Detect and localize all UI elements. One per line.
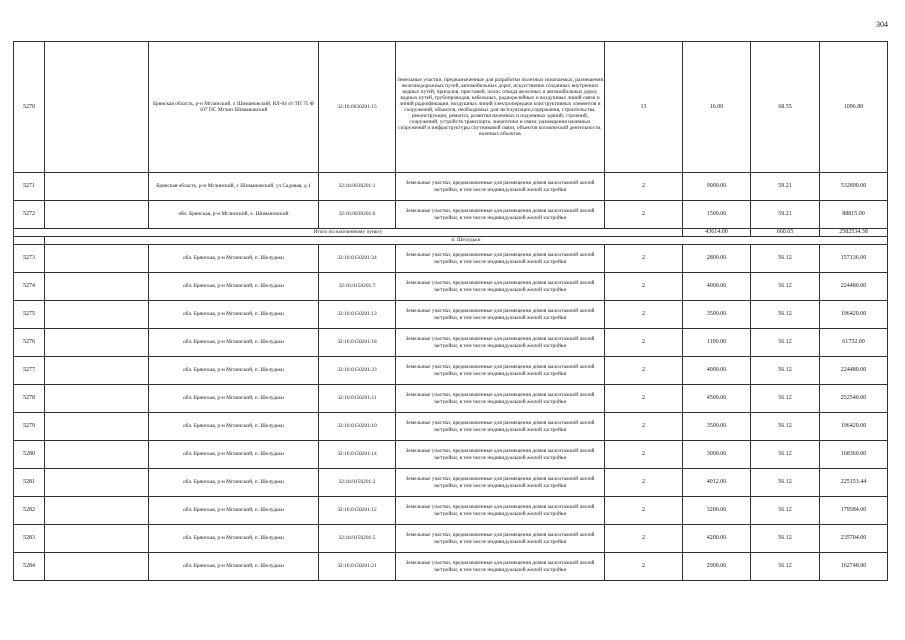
blank-cell: [45, 357, 149, 385]
address-cell: Брянская область, р-н Мглинский, х Шимановский, ВЛ-04 от ТП 75 Ф 107 ПС Мглин Шимановский: [149, 42, 319, 173]
rate-cell: 56.12: [751, 469, 820, 497]
address-cell: обл. Брянская, р-н Мглинский, п. Шелудьки: [149, 273, 319, 301]
record-number-cell: 5272: [14, 201, 45, 229]
rate-cell: 56.12: [751, 497, 820, 525]
subtotal-value-cell: 2582534.38: [820, 229, 888, 237]
table-row: [14, 441, 888, 469]
cadastral-number-cell: 32:16:0150201:5: [319, 525, 396, 553]
blank-cell: [45, 385, 149, 413]
rate-cell: 56.12: [751, 245, 820, 273]
cadastral-number-cell: 32:16:0030201:15: [319, 42, 396, 173]
permitted-use-cell: Земельные участки, предназначенные для размещения домов малоэтажной жилой застройки, в том числе индивидуальной жилой застройки: [396, 201, 605, 229]
address-cell: обл. Брянская, р-н Мглинский, п. Шелудьки: [149, 385, 319, 413]
cadastral-number-cell: 32:16:0150201:2: [319, 469, 396, 497]
record-number-cell: 5284: [14, 553, 45, 581]
cadastral-number-cell: 32:16:0150201:7: [319, 273, 396, 301]
permitted-use-cell: Земельные участки, предназначенные для размещения домов малоэтажной жилой застройки, в том числе индивидуальной жилой застройки: [396, 245, 605, 273]
table-row: [14, 469, 888, 497]
subtotal-rate-cell: 660.65: [751, 229, 820, 237]
rate-cell: 56.12: [751, 385, 820, 413]
cadastral-number-cell: 32:16:0150201:12: [319, 497, 396, 525]
cadastral-number-cell: 32:16:0150201:24: [319, 245, 396, 273]
record-number-cell: 5275: [14, 301, 45, 329]
rate-cell: 56.12: [751, 329, 820, 357]
table-row: [14, 173, 888, 201]
blank-cell: [45, 42, 149, 173]
table-row: [14, 273, 888, 301]
permitted-use-cell: Земельные участки, предназначенные для размещения домов малоэтажной жилой застройки, в том числе индивидуальной жилой застройки: [396, 385, 605, 413]
table-row: [14, 357, 888, 385]
blank-cell: [45, 469, 149, 497]
area-cell: 1500.00: [683, 201, 751, 229]
blank-cell: [14, 237, 45, 245]
blank-cell: [45, 497, 149, 525]
table-row: [14, 301, 888, 329]
subtotal-area-cell: 43614.00: [683, 229, 751, 237]
rate-cell: 56.12: [751, 525, 820, 553]
permitted-use-cell: Земельные участки, предназначенные для размещения домов малоэтажной жилой застройки, в том числе индивидуальной жилой застройки: [396, 441, 605, 469]
cadastral-value-cell: 168360.00: [820, 441, 888, 469]
rate-cell: 56.12: [751, 273, 820, 301]
table-row: [14, 245, 888, 273]
area-cell: 4200.00: [683, 525, 751, 553]
category-code-cell: 2: [605, 413, 683, 441]
cadastral-value-cell: 224480.00: [820, 273, 888, 301]
cadastral-value-cell: 235704.00: [820, 525, 888, 553]
cadastral-value-cell: 196420.00: [820, 301, 888, 329]
record-number-cell: 5282: [14, 497, 45, 525]
cadastral-value-cell: 196420.00: [820, 413, 888, 441]
record-number-cell: 5278: [14, 385, 45, 413]
address-cell: обл. Брянская, р-н Мглинский, х. Шимановский: [149, 201, 319, 229]
address-cell: обл. Брянская, р-н Мглинский, п. Шелудьки: [149, 301, 319, 329]
cadastral-number-cell: 32:16:0150201:23: [319, 357, 396, 385]
permitted-use-cell: Земельные участки, предназначенные для размещения домов малоэтажной жилой застройки, в том числе индивидуальной жилой застройки: [396, 273, 605, 301]
area-cell: 4012.00: [683, 469, 751, 497]
table-row: [14, 413, 888, 441]
record-number-cell: 5273: [14, 245, 45, 273]
address-cell: обл. Брянская, р-н Мглинский, п. Шелудьки: [149, 553, 319, 581]
land-register-table: [13, 41, 888, 581]
area-cell: 4000.00: [683, 273, 751, 301]
rate-cell: 56.12: [751, 553, 820, 581]
cadastral-value-cell: 225153.44: [820, 469, 888, 497]
record-number-cell: 5283: [14, 525, 45, 553]
register-body: [14, 42, 888, 581]
category-code-cell: 2: [605, 553, 683, 581]
cadastral-value-cell: 61732.00: [820, 329, 888, 357]
rate-cell: 59.21: [751, 173, 820, 201]
blank-cell: [45, 525, 149, 553]
permitted-use-cell: Земельные участки, предназначенные для размещения домов малоэтажной жилой застройки, в том числе индивидуальной жилой застройки: [396, 553, 605, 581]
cadastral-number-cell: 32:16:0150201:18: [319, 329, 396, 357]
area-cell: 3500.00: [683, 301, 751, 329]
table-row: [14, 497, 888, 525]
rate-cell: 59.21: [751, 201, 820, 229]
permitted-use-cell: Земельные участки, предназначенные для размещения домов малоэтажной жилой застройки, в том числе индивидуальной жилой застройки: [396, 497, 605, 525]
permitted-use-cell: Земельные участки, предназначенные для размещения домов малоэтажной жилой застройки, в том числе индивидуальной жилой застройки: [396, 357, 605, 385]
area-cell: 1100.00: [683, 329, 751, 357]
cadastral-number-cell: 32:16:0150201:21: [319, 553, 396, 581]
record-number-cell: 5281: [14, 469, 45, 497]
record-number-cell: 5271: [14, 173, 45, 201]
area-cell: 4500.00: [683, 385, 751, 413]
rate-cell: 56.12: [751, 301, 820, 329]
category-code-cell: 13: [605, 42, 683, 173]
blank-cell: [45, 273, 149, 301]
table-row: [14, 553, 888, 581]
cadastral-number-cell: 32:16:0150201:11: [319, 385, 396, 413]
area-cell: 3500.00: [683, 413, 751, 441]
subtotal-row: [14, 229, 888, 237]
blank-cell: [45, 301, 149, 329]
blank-cell: [45, 201, 149, 229]
blank-cell: [45, 245, 149, 273]
category-code-cell: 2: [605, 357, 683, 385]
area-cell: 3000.00: [683, 441, 751, 469]
cadastral-number-cell: 32:16:0030201:6: [319, 201, 396, 229]
category-code-cell: 2: [605, 273, 683, 301]
record-number-cell: 5276: [14, 329, 45, 357]
rate-cell: 68.55: [751, 42, 820, 173]
cadastral-value-cell: 179584.00: [820, 497, 888, 525]
cadastral-number-cell: 32:16:0030201:1: [319, 173, 396, 201]
rate-cell: 56.12: [751, 413, 820, 441]
table-row: [14, 525, 888, 553]
area-cell: 4000.00: [683, 357, 751, 385]
rate-cell: 56.12: [751, 441, 820, 469]
permitted-use-cell: Земельные участки, предназначенные для разработки полезных ископаемых, размещения железнодорожных путей, автомобильных дорог, искусственно созданных внутренних водных путей, причалов, пристаней, полос отвода железных и автомобильных дорог, водных путей, трубопроводов, кабельных, радиорелейных и воздушных линий связи и линий радиофикации, воздушных линий электропередачи конструктивных элементов и сооружений, объектов, необходимых для эксплуатации,содержания, строительства, реконструкции, ремонта, развития наземных и подземных зданий, строений, сооружений, устройств транспорта, энергетики и связи; размещения наземных сооружений и инфраструктуры спутниковой связи, объектов космической деятельности, военных объектов: [396, 42, 605, 173]
area-cell: 9000.00: [683, 173, 751, 201]
blank-cell: [45, 173, 149, 201]
category-code-cell: 2: [605, 525, 683, 553]
permitted-use-cell: Земельные участки, предназначенные для размещения домов малоэтажной жилой застройки, в том числе индивидуальной жилой застройки: [396, 525, 605, 553]
table-row: [14, 42, 888, 173]
cadastral-value-cell: 162748.00: [820, 553, 888, 581]
table-row: [14, 201, 888, 229]
table-row: [14, 385, 888, 413]
subtotal-label: Итого по населенному пункту: [14, 229, 683, 237]
settlement-name: п. Шелудьки: [45, 237, 888, 245]
cadastral-value-cell: 532890.00: [820, 173, 888, 201]
record-number-cell: 5280: [14, 441, 45, 469]
address-cell: обл. Брянская, р-н Мглинский, п. Шелудьки: [149, 413, 319, 441]
permitted-use-cell: Земельные участки, предназначенные для размещения домов малоэтажной жилой застройки, в том числе индивидуальной жилой застройки: [396, 329, 605, 357]
cadastral-value-cell: 252540.00: [820, 385, 888, 413]
settlement-group-row: [14, 237, 888, 245]
category-code-cell: 2: [605, 497, 683, 525]
area-cell: 2800.00: [683, 245, 751, 273]
address-cell: обл. Брянская, р-н Мглинский, п. Шелудьки: [149, 469, 319, 497]
permitted-use-cell: Земельные участки, предназначенные для размещения домов малоэтажной жилой застройки, в том числе индивидуальной жилой застройки: [396, 301, 605, 329]
blank-cell: [45, 441, 149, 469]
address-cell: обл. Брянская, р-н Мглинский, п. Шелудьки: [149, 245, 319, 273]
address-cell: обл. Брянская, р-н Мглинский, п. Шелудьки: [149, 357, 319, 385]
category-code-cell: 2: [605, 173, 683, 201]
permitted-use-cell: Земельные участки, предназначенные для размещения домов малоэтажной жилой застройки, в том числе индивидуальной жилой застройки: [396, 413, 605, 441]
record-number-cell: 5274: [14, 273, 45, 301]
address-cell: обл. Брянская, р-н Мглинский, п. Шелудьки: [149, 497, 319, 525]
cadastral-value-cell: 88815.00: [820, 201, 888, 229]
rate-cell: 56.12: [751, 357, 820, 385]
address-cell: обл. Брянская, р-н Мглинский, п. Шелудьки: [149, 525, 319, 553]
category-code-cell: 2: [605, 469, 683, 497]
cadastral-value-cell: 1096.80: [820, 42, 888, 173]
page-number: 304: [876, 20, 888, 29]
area-cell: 2900.00: [683, 553, 751, 581]
cadastral-number-cell: 32:16:0150201:14: [319, 441, 396, 469]
permitted-use-cell: Земельные участки, предназначенные для размещения домов малоэтажной жилой застройки, в том числе индивидуальной жилой застройки: [396, 173, 605, 201]
address-cell: Брянская область, р-н Мглинский, х Шимановский, ул Садовая, д 1: [149, 173, 319, 201]
cadastral-number-cell: 32:16:0150201:13: [319, 301, 396, 329]
cadastral-value-cell: 157136.00: [820, 245, 888, 273]
cadastral-value-cell: 224480.00: [820, 357, 888, 385]
blank-cell: [45, 329, 149, 357]
record-number-cell: 5270: [14, 42, 45, 173]
category-code-cell: 2: [605, 441, 683, 469]
category-code-cell: 2: [605, 245, 683, 273]
blank-cell: [45, 413, 149, 441]
cadastral-number-cell: 32:16:0150201:10: [319, 413, 396, 441]
category-code-cell: 2: [605, 301, 683, 329]
category-code-cell: 2: [605, 201, 683, 229]
area-cell: 3200.00: [683, 497, 751, 525]
category-code-cell: 2: [605, 385, 683, 413]
record-number-cell: 5279: [14, 413, 45, 441]
table-row: [14, 329, 888, 357]
blank-cell: [45, 553, 149, 581]
address-cell: обл. Брянская, р-н Мглинский, п. Шелудьки: [149, 441, 319, 469]
permitted-use-cell: Земельные участки, предназначенные для размещения домов малоэтажной жилой застройки, в том числе индивидуальной жилой застройки: [396, 469, 605, 497]
category-code-cell: 2: [605, 329, 683, 357]
record-number-cell: 5277: [14, 357, 45, 385]
area-cell: 16.00: [683, 42, 751, 173]
address-cell: обл. Брянская, р-н Мглинский, п. Шелудьки: [149, 329, 319, 357]
